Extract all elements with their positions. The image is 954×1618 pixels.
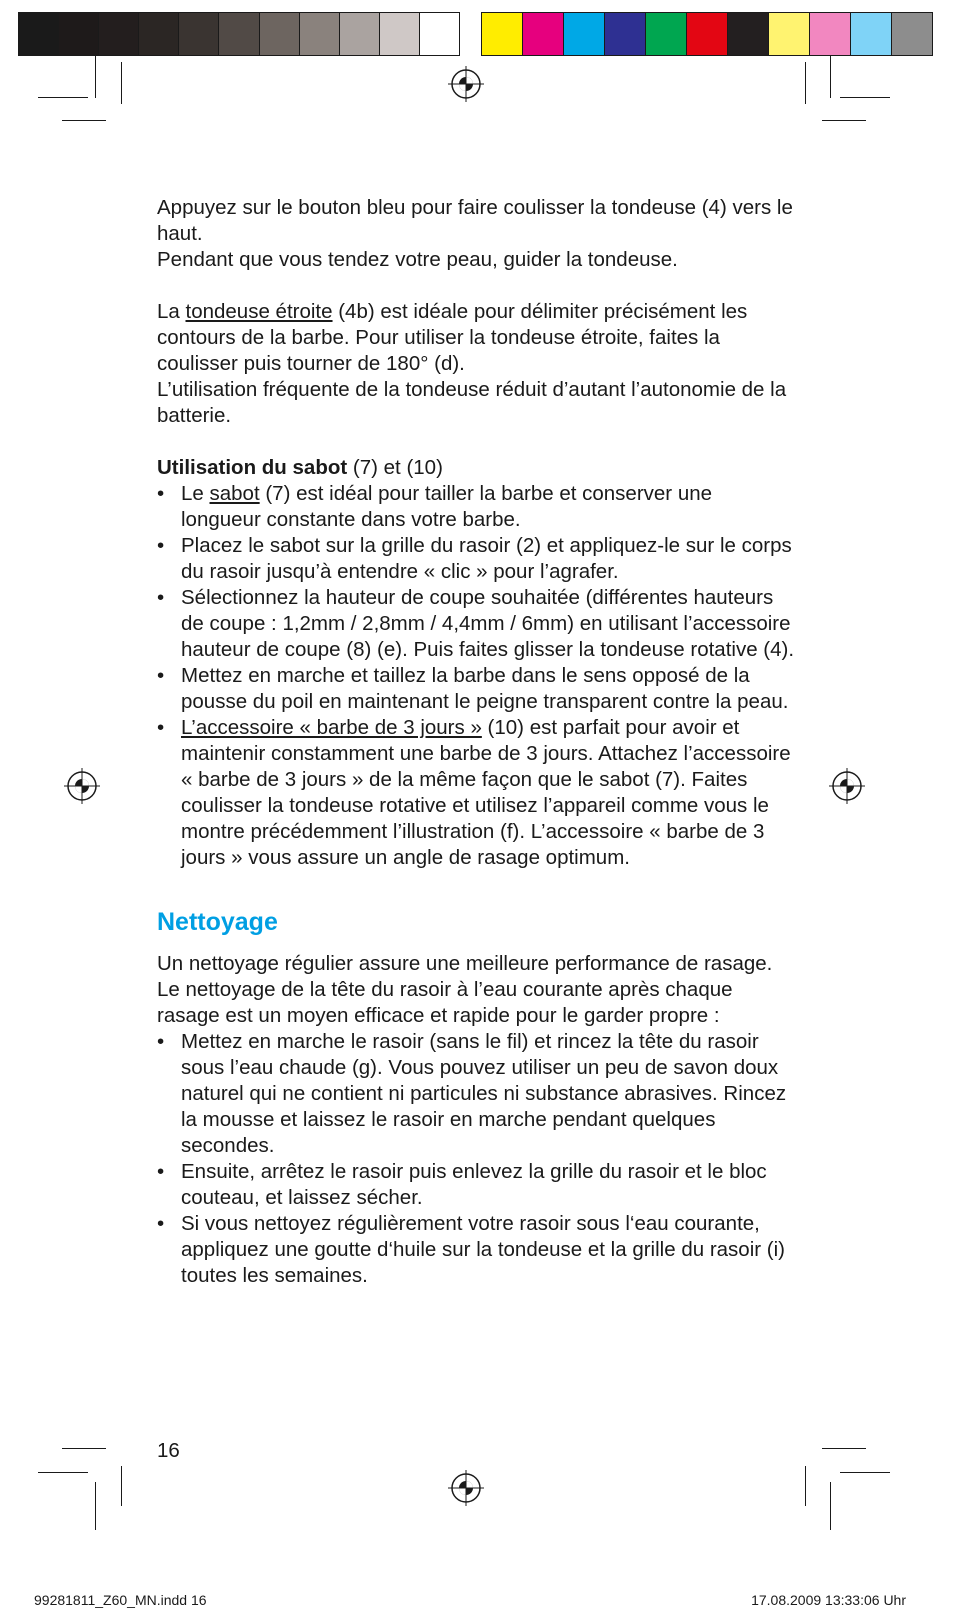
nettoyage-list: [157, 1029, 797, 1289]
crop-mark: [38, 1472, 88, 1473]
slug-filename: 99281811_Z60_MN.indd 16: [34, 1592, 207, 1608]
crop-mark: [840, 1472, 890, 1473]
term-sabot: sabot: [209, 482, 260, 505]
crop-mark: [830, 1482, 831, 1530]
crop-mark: [95, 56, 96, 98]
paragraph: Un nettoyage régulier assure une meilleure performance de rasage. Le nettoyage de la tête du rasoir à l’eau courante après chaque rasage est un moyen efficace et rapide pour le garder propre :: [157, 952, 773, 1027]
paragraph: Pendant que vous tendez votre peau, guider la tondeuse.: [157, 248, 678, 271]
crop-mark: [805, 62, 806, 104]
color-swatch: [523, 13, 564, 55]
sabot-list: [157, 481, 797, 871]
paragraph: L’utilisation fréquente de la tondeuse réduit d’autant l’autonomie de la batterie.: [157, 378, 787, 427]
registration-mark-icon: [64, 768, 100, 804]
crop-mark: [62, 120, 106, 121]
color-swatch: [851, 13, 892, 55]
registration-mark-icon: [829, 768, 865, 804]
color-swatch: [59, 13, 99, 55]
color-swatch: [219, 13, 259, 55]
crop-mark: [62, 1448, 106, 1449]
crop-mark: [121, 62, 122, 104]
registration-mark-icon: [448, 1470, 484, 1506]
list-item: • Sélectionnez la hauteur de coupe souhaitée (différentes hauteurs de coupe : 1,2mm / 2,8mm / 4,4mm / 6mm) en utilisant l’accessoire hauteur de coupe (8) (e). Puis faites glisser la tondeuse rotative (4).: [157, 585, 797, 663]
paragraph: La tondeuse étroite (4b) est idéale pour délimiter précisément les contours de la barbe. Pour utiliser la tondeuse étroite, faites la coulisser puis tourner de 180° (d).: [157, 300, 748, 375]
list-item: • Placez le sabot sur la grille du rasoir (2) et appliquez-le sur le corps du rasoir jusqu’à entendre « clic » pour l’agrafer.: [157, 533, 797, 585]
color-swatch: [99, 13, 139, 55]
color-swatch: [179, 13, 219, 55]
color-swatch: [892, 13, 932, 55]
subheading: Utilisation du sabot (7) et (10): [157, 456, 443, 479]
color-swatch: [810, 13, 851, 55]
color-swatch: [139, 13, 179, 55]
paragraph: Appuyez sur le bouton bleu pour faire coulisser la tondeuse (4) vers le haut.: [157, 196, 793, 245]
color-swatch: [605, 13, 646, 55]
crop-mark: [95, 1482, 96, 1530]
crop-mark: [822, 1448, 866, 1449]
page-content: [157, 195, 797, 1289]
color-swatch: [19, 13, 59, 55]
color-swatch: [769, 13, 810, 55]
color-swatch: [687, 13, 728, 55]
color-swatch: [340, 13, 380, 55]
crop-mark: [840, 97, 890, 98]
color-swatch: [380, 13, 420, 55]
section-title: Nettoyage: [157, 908, 278, 936]
color-swatch: [260, 13, 300, 55]
term-accessoire: L’accessoire « barbe de 3 jours »: [181, 716, 482, 739]
list-item: • Le sabot (7) est idéal pour tailler la barbe et conserver une longueur constante dans votre barbe.: [157, 481, 797, 533]
crop-mark: [822, 120, 866, 121]
list-item: • L’accessoire « barbe de 3 jours » (10) est parfait pour avoir et maintenir constamment une barbe de 3 jours. Attachez l’accessoire « barbe de 3 jours » de la même façon que le sabot (7). Faites coulisser la tondeuse rotative et utilisez l’appareil comme vous le montre précédemment l’illustration (f). L’accessoire « barbe de 3 jours » vous assure un angle de rasage optimum.: [157, 715, 797, 871]
slug-timestamp: 17.08.2009 13:33:06 Uhr: [751, 1592, 906, 1608]
color-swatch: [420, 13, 459, 55]
process-color-bar: [481, 12, 933, 56]
crop-mark: [38, 97, 88, 98]
color-swatch: [300, 13, 340, 55]
crop-mark: [830, 56, 831, 98]
list-item: • Mettez en marche le rasoir (sans le fil) et rincez la tête du rasoir sous l’eau chaude (g). Vous pouvez utiliser un peu de savon doux naturel qui ne contient ni particules ni substance abrasives. Rincez la mousse et laissez le rasoir en marche pendant quelques secondes.: [157, 1029, 797, 1159]
crop-mark: [121, 1466, 122, 1506]
grayscale-color-bar: [18, 12, 460, 56]
list-item: • Ensuite, arrêtez le rasoir puis enlevez la grille du rasoir et le bloc couteau, et laissez sécher.: [157, 1159, 797, 1211]
page-number: 16: [157, 1439, 180, 1462]
color-swatch: [564, 13, 605, 55]
term-tondeuse-etroite: tondeuse étroite: [185, 300, 333, 323]
color-swatch: [728, 13, 769, 55]
color-swatch: [482, 13, 523, 55]
list-item: • Si vous nettoyez régulièrement votre rasoir sous l‘eau courante, appliquez une goutte d‘huile sur la tondeuse et la grille du rasoir (i) toutes les semaines.: [157, 1211, 797, 1289]
color-swatch: [646, 13, 687, 55]
list-item: • Mettez en marche et taillez la barbe dans le sens opposé de la pousse du poil en maintenant le peigne transparent contre la peau.: [157, 663, 797, 715]
registration-mark-icon: [448, 66, 484, 102]
crop-mark: [805, 1466, 806, 1506]
